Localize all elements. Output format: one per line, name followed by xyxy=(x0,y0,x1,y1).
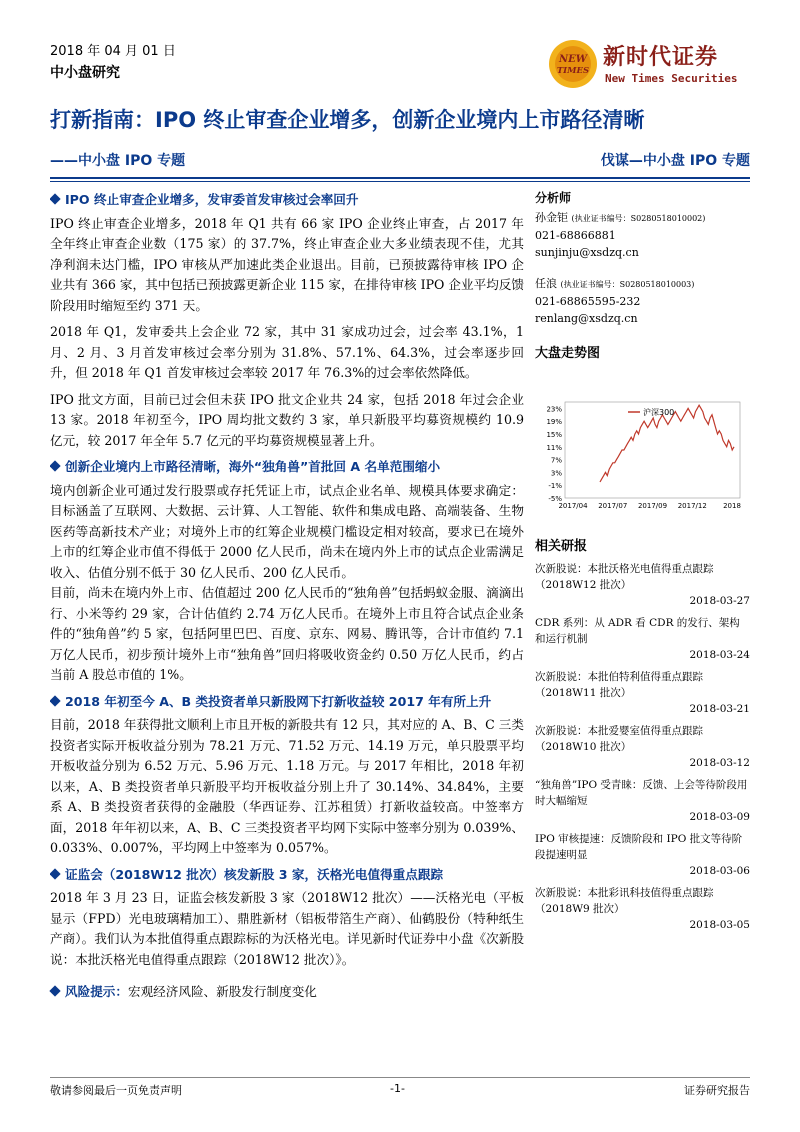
svg-text:TIMES: TIMES xyxy=(556,66,590,76)
related-report-list xyxy=(535,561,750,933)
new-times-logo-icon xyxy=(545,36,601,92)
series-label: 伐谋—中小盘 IPO 专题 xyxy=(600,153,750,169)
diamond-bullet-icon xyxy=(50,193,61,204)
related-report-link[interactable]: “独角兽”IPO 受青睐：反馈、上会等待阶段用时大幅缩短 xyxy=(535,779,748,807)
market-chart xyxy=(535,390,750,520)
section-heading: IPO 终止审查企业增多，发审委首发审核过会率回升 xyxy=(50,190,524,211)
paragraph: 境内创新企业可通过发行股票或存托凭证上市，试点企业名单、规模具体要求确定：目标涵盖了互联网、大数据、云计算、人工智能、软件和集成电路、高端装备、生物医药等高新技术产业；对境外上市的红筹企业规模门槛设定相对较高，要求已在境外上市的红筹企业市值不得低于 2000 亿人民币，尚未在境内外上市的试点企业需满足收入、估值分别不低于 30 亿人民币、200 亿人民币。 xyxy=(50,482,524,580)
related-report-link[interactable]: 次新股说：本批伯特利值得重点跟踪（2018W11 批次） xyxy=(535,671,703,699)
report-date: 2018 年 04 月 01 日 xyxy=(50,44,176,59)
page-number: -1- xyxy=(390,1082,405,1095)
related-report-link[interactable]: 次新股说：本批爱婴室值得重点跟踪（2018W10 批次） xyxy=(535,725,703,753)
related-report-date: 2018-03-09 xyxy=(689,811,750,823)
y-tick-label: 15% xyxy=(546,431,562,439)
report-category: 中小盘研究 xyxy=(50,65,120,81)
paragraph: IPO 批文方面，目前已过会但未获 IPO 批文企业共 24 家，包括 2018 年过会企业 13 家。2018 年初至今，IPO 周均批文数约 3 家，单只新股平均募资规模约 10.9 亿元，较 2017 年全年 5.7 亿元的平均募资规模显著上升。 xyxy=(50,391,524,448)
svg-text:NEW: NEW xyxy=(559,54,587,65)
related-report-date: 2018-03-05 xyxy=(689,919,750,931)
report-subtitle: ——中小盘 IPO 专题 xyxy=(50,153,186,169)
logo-chinese-name: 新时代证券 xyxy=(603,45,719,70)
diamond-bullet-icon xyxy=(50,868,61,879)
diamond-bullet-icon xyxy=(49,985,60,996)
logo-english-name: New Times Securities xyxy=(605,72,738,85)
risk-text: 宏观经济风险、新股发行制度变化 xyxy=(127,984,317,999)
legend-label: 沪深300 xyxy=(643,408,675,417)
y-tick-label: 19% xyxy=(546,418,562,427)
x-tick-label: 2017/12 xyxy=(677,502,707,510)
analyst-label: 分析师 xyxy=(535,191,572,205)
x-tick-label: 2017/04 xyxy=(558,502,588,510)
related-report-date: 2018-03-24 xyxy=(689,649,750,661)
y-tick-label: 3% xyxy=(550,469,562,478)
related-reports-title: 相关研报 xyxy=(535,539,588,554)
related-report-link[interactable]: IPO 审核提速：反馈阶段和 IPO 批文等待阶段提速明显 xyxy=(535,833,743,861)
related-report-date: 2018-03-21 xyxy=(689,703,750,715)
x-tick-label: 2018 xyxy=(723,502,741,510)
footer-report-type: 证券研究报告 xyxy=(684,1084,750,1097)
section-4 xyxy=(50,865,524,971)
analyst-cert: (执业证书编号：S0280518010003) xyxy=(560,280,695,289)
analyst-card xyxy=(535,275,750,327)
analyst-cert: (执业证书编号：S0280518010002) xyxy=(571,214,706,223)
footer-divider xyxy=(50,1077,750,1078)
related-report-date: 2018-03-12 xyxy=(689,757,750,769)
x-tick-label: 2017/09 xyxy=(637,502,668,510)
analyst-email[interactable]: sunjinju@xsdzq.cn xyxy=(535,246,639,259)
risk-note xyxy=(50,982,524,1003)
brand-logo xyxy=(545,36,755,92)
risk-label: 风险提示： xyxy=(65,984,128,999)
sidebar xyxy=(535,190,750,368)
x-tick-label: 2017/07 xyxy=(598,502,628,510)
section-1 xyxy=(50,190,524,451)
footer-disclaimer: 敬请参阅最后一页免责声明 xyxy=(50,1084,182,1097)
related-report-date: 2018-03-27 xyxy=(689,595,750,607)
main-content xyxy=(50,190,524,1003)
analyst-phone: 021-68866881 xyxy=(535,229,616,242)
y-tick-label: 11% xyxy=(546,443,562,452)
diamond-bullet-icon xyxy=(50,695,61,706)
paragraph: 2018 年 Q1，发审委共上会企业 72 家，其中 31 家成功过会，过会率 43.1%，1 月、2 月、3 月首发审核过会率分别为 31.8%、57.1%、64.3%，过会率逐步回升，但 2018 年 Q1 首发审核过会率较 2017 年 76.3%的过会率依然降低。 xyxy=(50,324,524,380)
diamond-bullet-icon xyxy=(50,460,61,471)
report-title: 打新指南：IPO 终止审查企业增多，创新企业境内上市路径清晰 xyxy=(50,108,645,132)
analyst-card xyxy=(535,209,750,261)
analyst-phone: 021-68865595-232 xyxy=(535,295,641,308)
related-reports xyxy=(535,538,750,939)
related-report-link[interactable]: 次新股说：本批彩讯科技值得重点跟踪（2018W9 批次） xyxy=(535,887,714,915)
y-tick-label: 7% xyxy=(550,456,562,465)
section-2 xyxy=(50,457,524,686)
y-tick-label: -1% xyxy=(548,482,562,491)
paragraph: 目前，2018 年获得批文顺利上市且开板的新股共有 12 只，其对应的 A、B、C 三类投资者实际开板收益分别为 78.21 万元、71.52 万元、14.19 万元，单只股票平均开板收益分别为 6.52 万元、5.96 万元、1.18 万元。与 2017 年相比，2018 年初以来，A、B 类投资者单只新股平均开板收益分别上升了 30.14%、34.84%，主要系 A、B 类投资者获得的金融股（华西证券、江苏租赁）打新收益较高。中签率方面，2018 年年初以来，A、B、C 三类投资者平均网下实际中签率分别为 0.039%、0.033%、0.007%，平均网上中签率为 0.057%。 xyxy=(50,717,524,855)
paragraph: IPO 终止审查企业增多，2018 年 Q1 共有 66 家 IPO 企业终止审查，占 2017 年全年终止审查企业数（175 家）的 37.7%，终止审查企业大多业绩表现不佳，尤其净利润未达门槛，IPO 审核从严加速此类企业退出。目前，已预披露待审核 IPO 企业共有 366 家，其中包括已预披露更新企业 115 家，在排待审核 IPO 企业平均反馈阶段用时缩短至约 371 天。 xyxy=(50,215,524,313)
header-divider xyxy=(50,177,750,179)
section-heading: 创新企业境内上市路径清晰，海外“独角兽”首批回 A 名单范围缩小 xyxy=(50,457,524,478)
header-divider-thin xyxy=(50,181,750,182)
analyst-name: 任浪 xyxy=(535,277,557,290)
y-tick-label: -5% xyxy=(548,495,562,503)
paragraph: 2018 年 3 月 23 日，证监会核发新股 3 家（2018W12 批次）——沃格光电（平板显示（FPD）光电玻璃精加工）、鼎胜新材（铝板带箔生产商）、仙鹤股份（特种纸生产商）。我们认为本批值得重点跟踪标的为沃格光电。详见新时代证券中小盘《次新股说：本批沃格光电值得重点跟踪（2018W12 批次）》。 xyxy=(50,890,524,967)
related-report-link[interactable]: 次新股说：本批沃格光电值得重点跟踪（2018W12 批次） xyxy=(535,563,714,591)
y-tick-label: 23% xyxy=(546,405,562,414)
market-chart-title: 大盘走势图 xyxy=(535,346,601,361)
section-heading: 证监会（2018W12 批次）核发新股 3 家，沃格光电值得重点跟踪 xyxy=(50,865,524,886)
analyst-name: 孙金钜 xyxy=(535,211,568,224)
section-heading: 2018 年初至今 A、B 类投资者单只新股网下打新收益较 2017 年有所上升 xyxy=(50,692,524,713)
section-3 xyxy=(50,692,524,859)
related-report-link[interactable]: CDR 系列：从 ADR 看 CDR 的发行、架构和运行机制 xyxy=(535,617,740,645)
analyst-email[interactable]: renlang@xsdzq.cn xyxy=(535,312,638,325)
market-chart-svg xyxy=(535,390,750,520)
related-report-date: 2018-03-06 xyxy=(689,865,750,877)
paragraph: 目前，尚未在境内外上市、估值超过 200 亿人民币的“独角兽”包括蚂蚁金服、滴滴出行、小米等约 29 家，合计估值约 2.74 万亿人民币。在境外上市且符合试点企业条件的“独角兽”约 5 家，包括阿里巴巴、百度、京东、网易、腾讯等，合计市值约 7.1 万亿人民币，初步预计境外上市“独角兽”回归将吸收资金约 0.50 万亿人民币，约占当前 A 股总市值的 1%。 xyxy=(50,585,524,682)
